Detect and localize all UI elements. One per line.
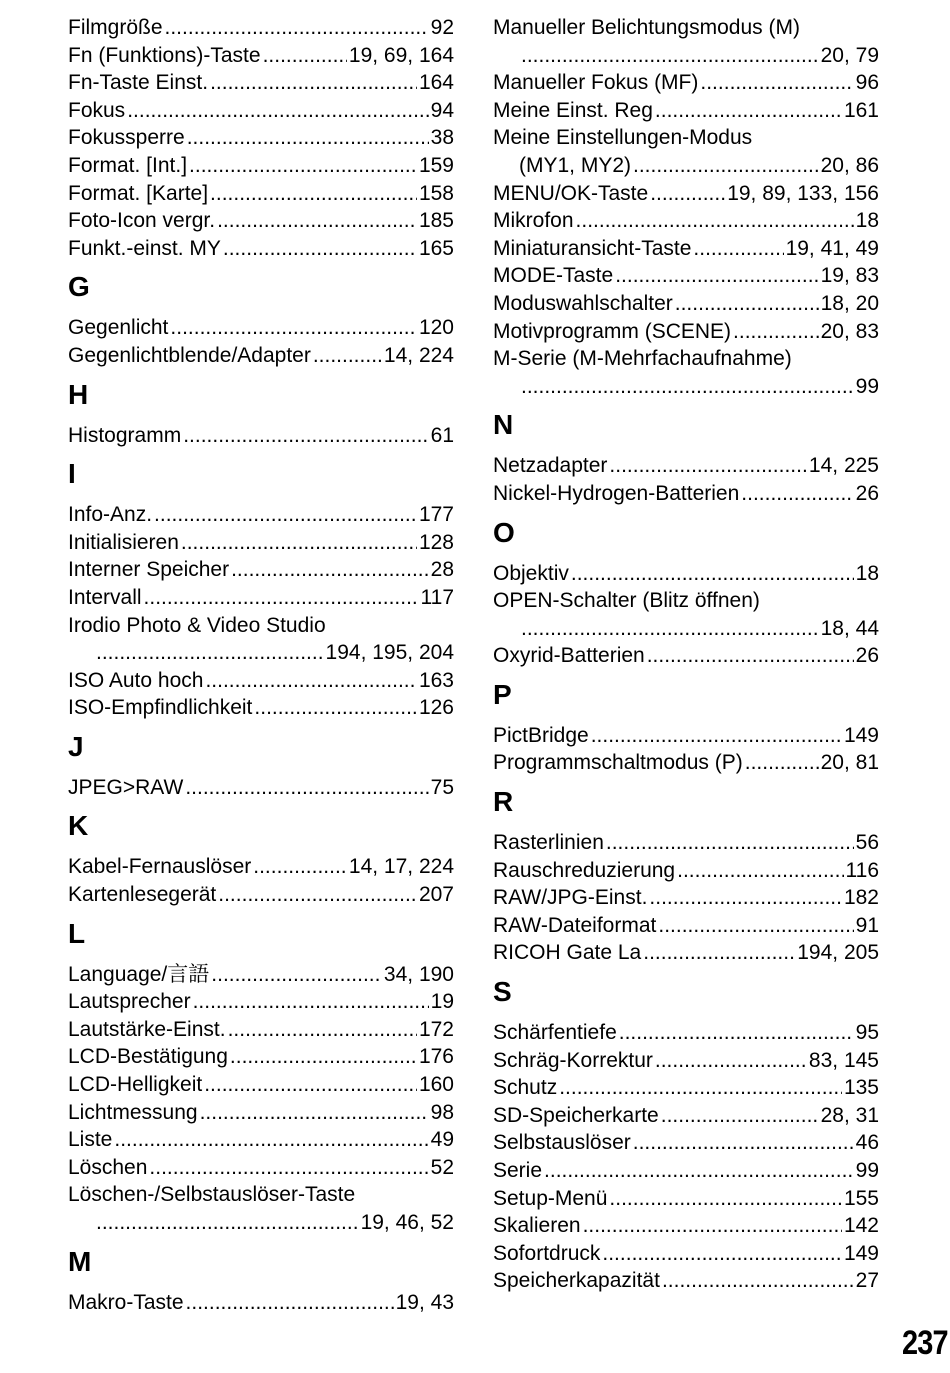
index-term: Irodio Photo & Video Studio — [68, 613, 326, 637]
index-entry — [493, 912, 879, 940]
index-entry — [68, 42, 454, 70]
index-entry — [493, 452, 879, 480]
index-term: Meine Einstellungen-Modus — [493, 126, 753, 150]
index-entry-continuation — [493, 373, 879, 401]
index-entry-continuation — [493, 42, 879, 70]
index-entry — [493, 1047, 879, 1075]
dot-leader — [700, 69, 853, 97]
index-entry — [493, 235, 879, 263]
dot-leader — [96, 639, 324, 667]
page-references: 28 — [430, 558, 454, 582]
dot-leader — [223, 235, 417, 263]
page-references: 46 — [855, 1131, 879, 1155]
dot-leader — [181, 529, 417, 557]
index-term: Liste — [68, 1128, 113, 1152]
page-references: 182 — [843, 886, 879, 910]
index-term: Kabel-Fernauslöser — [68, 855, 252, 879]
index-term: Format. [Karte] — [68, 181, 209, 205]
page-references: 94 — [430, 98, 454, 122]
page-references: 19, 83 — [820, 264, 879, 288]
index-entry — [68, 1289, 454, 1317]
dot-leader — [733, 318, 819, 346]
index-entry — [68, 612, 454, 640]
index-term: Fn-Taste Einst. — [68, 71, 209, 95]
index-term: Lautsprecher — [68, 990, 191, 1014]
dot-leader — [741, 480, 853, 508]
index-entry — [68, 1071, 454, 1099]
index-term: Filmgröße — [68, 16, 163, 39]
page-references: 18 — [855, 209, 879, 233]
index-entry — [68, 152, 454, 180]
index-term: Serie — [493, 1159, 543, 1182]
page-references: 142 — [843, 1214, 879, 1238]
index-term: PictBridge — [493, 723, 589, 747]
index-term: ISO-Empfindlichkeit — [68, 696, 253, 720]
dot-leader — [521, 373, 854, 401]
dot-leader — [253, 853, 347, 881]
index-term: Nickel-Hydrogen-Batterien — [493, 481, 740, 505]
page-references: 165 — [418, 236, 454, 260]
index-entry — [68, 774, 454, 802]
dot-leader — [230, 1043, 417, 1071]
index-entry-continuation — [493, 152, 879, 180]
dot-leader — [127, 97, 428, 125]
index-term: Rasterlinien — [493, 831, 604, 855]
index-term: Fn (Funktions)-Taste — [68, 43, 261, 67]
page-references: 126 — [418, 696, 454, 720]
index-entry — [493, 1074, 879, 1102]
section-letter-heading: P — [493, 678, 512, 710]
dot-leader — [228, 1016, 417, 1044]
dot-leader — [96, 1209, 359, 1237]
index-term: (MY1, MY2) — [519, 153, 632, 177]
index-term: LCD-Bestätigung — [68, 1045, 228, 1069]
index-entry — [68, 988, 454, 1016]
page-references: 149 — [843, 1241, 879, 1265]
dot-leader — [602, 1240, 842, 1268]
dot-leader — [187, 124, 429, 152]
index-term: Netzadapter — [493, 454, 608, 478]
page-references: 177 — [418, 503, 454, 527]
index-entry — [493, 262, 879, 290]
dot-leader — [647, 642, 854, 670]
index-term: Lautstärke-Einst. — [68, 1017, 226, 1041]
dot-leader — [650, 180, 725, 208]
dot-leader — [205, 667, 417, 695]
page-references: 14, 225 — [808, 454, 879, 478]
index-term: Löschen-/Selbstauslöser-Taste — [68, 1183, 356, 1207]
page-references: 207 — [418, 883, 454, 907]
dot-leader — [204, 1071, 417, 1099]
index-entry — [68, 235, 454, 263]
dot-leader — [745, 749, 819, 777]
page-references: 18 — [855, 561, 879, 585]
dot-leader — [185, 774, 428, 802]
page-references: 38 — [430, 126, 454, 150]
index-term: Histogramm — [68, 423, 182, 447]
dot-leader — [591, 722, 842, 750]
dot-leader — [254, 694, 417, 722]
page-references: 159 — [418, 153, 454, 177]
index-entry — [493, 1102, 879, 1130]
dot-leader — [606, 829, 854, 857]
index-entry — [493, 290, 879, 318]
index-entry — [68, 342, 454, 370]
index-entry — [493, 1240, 879, 1268]
page-references: 128 — [418, 530, 454, 554]
dot-leader — [658, 912, 853, 940]
index-entry — [493, 749, 879, 777]
index-term: Intervall — [68, 585, 142, 609]
index-entry — [68, 314, 454, 342]
index-entry — [493, 318, 879, 346]
index-term: Moduswahlschalter — [493, 291, 673, 315]
index-term: Manueller Fokus (MF) — [493, 71, 699, 95]
index-term: Lichtmessung — [68, 1100, 198, 1124]
index-entry — [68, 881, 454, 909]
dot-leader — [211, 961, 382, 989]
index-entry — [68, 422, 454, 450]
index-term: Skalieren — [493, 1214, 581, 1238]
index-entry — [493, 14, 879, 42]
dot-leader — [576, 207, 854, 235]
index-entry-continuation — [68, 1209, 454, 1237]
page-references: 19, 69, 164 — [348, 43, 454, 67]
page-references: 163 — [418, 668, 454, 692]
dot-leader — [218, 881, 417, 909]
index-term: M-Serie (M-Mehrfachaufnahme) — [493, 347, 792, 371]
index-entry — [68, 556, 454, 584]
page-number: 237 — [902, 1324, 948, 1362]
page-references: 28, 31 — [820, 1103, 879, 1127]
index-entry — [68, 124, 454, 152]
index-entry — [493, 480, 879, 508]
page-references: 164 — [418, 71, 454, 95]
page-references: 56 — [855, 831, 879, 855]
page-references: 19, 89, 133, 156 — [727, 181, 879, 205]
page-references: 34, 190 — [383, 962, 454, 986]
index-term: Schräg-Korrektur — [493, 1048, 653, 1072]
page-references: 27 — [855, 1269, 879, 1293]
index-term: Programmschaltmodus (P) — [493, 751, 743, 775]
index-term: Schärfentiefe — [493, 1021, 617, 1045]
index-entry — [493, 857, 879, 885]
section-letter-heading: G — [68, 271, 90, 303]
page-references: 19 — [430, 990, 454, 1014]
page-references: 19, 43 — [395, 1290, 454, 1314]
index-term: Info-Anz. — [68, 503, 153, 527]
index-term: Fokus — [68, 98, 126, 122]
index-term: Makro-Taste — [68, 1290, 184, 1314]
page-references: 160 — [418, 1073, 454, 1097]
index-entry — [68, 853, 454, 881]
index-entry — [493, 722, 879, 750]
index-entry — [68, 1154, 454, 1182]
index-entry — [493, 69, 879, 97]
index-entry — [493, 560, 879, 588]
index-term: JPEG>RAW — [68, 775, 184, 799]
index-term: Foto-Icon vergr. — [68, 209, 216, 233]
index-entry — [493, 1157, 879, 1185]
dot-leader — [313, 342, 382, 370]
index-term: LCD-Helligkeit — [68, 1073, 203, 1097]
index-entry — [68, 14, 454, 42]
page-references: 120 — [418, 316, 454, 340]
index-entry — [68, 97, 454, 125]
page-references: 26 — [855, 644, 879, 668]
index-entry — [68, 529, 454, 557]
page-references: 19, 41, 49 — [785, 236, 879, 260]
page-references: 18, 44 — [820, 616, 879, 640]
page-references: 14, 224 — [383, 343, 454, 367]
section-letter-heading: M — [68, 1245, 92, 1277]
index-column-right — [493, 14, 879, 1295]
dot-leader — [655, 97, 842, 125]
page-references: 18, 20 — [820, 291, 879, 315]
page-references: 26 — [855, 481, 879, 505]
index-term: Sofortdruck — [493, 1241, 601, 1265]
dot-leader — [114, 1126, 428, 1154]
section-letter-heading: I — [68, 458, 76, 490]
index-term: Interner Speicher — [68, 558, 230, 582]
page-references: 176 — [418, 1045, 454, 1069]
index-term: Setup-Menü — [493, 1186, 608, 1210]
index-entry — [68, 207, 454, 235]
dot-leader — [217, 207, 417, 235]
index-term: Format. [Int.] — [68, 153, 188, 177]
dot-leader — [165, 14, 429, 42]
index-entry — [68, 961, 454, 989]
dot-leader — [571, 560, 854, 588]
dot-leader — [619, 1019, 854, 1047]
page-references: 117 — [420, 585, 454, 609]
page-references: 135 — [843, 1076, 879, 1100]
page-references: 20, 86 — [820, 153, 879, 177]
index-term: Motivprogramm (SCENE) — [493, 319, 732, 343]
index-term: RAW/JPG-Einst. — [493, 886, 648, 910]
index-entry — [493, 97, 879, 125]
page-references: 99 — [855, 1159, 879, 1182]
page-references: 96 — [855, 71, 879, 95]
dot-leader — [521, 615, 819, 643]
index-entry-continuation — [68, 639, 454, 667]
index-entry — [493, 884, 879, 912]
index-entry — [68, 180, 454, 208]
section-letter-heading: N — [493, 409, 514, 441]
dot-leader — [521, 42, 819, 70]
index-entry — [493, 939, 879, 967]
index-term: Speicherkapazität — [493, 1269, 660, 1293]
index-term: SD-Speicherkarte — [493, 1103, 659, 1127]
index-term: Mikrofon — [493, 209, 574, 233]
dot-leader — [210, 180, 417, 208]
index-term: Manueller Belichtungsmodus (M) — [493, 16, 800, 39]
dot-leader — [154, 501, 417, 529]
index-term: MENU/OK-Taste — [493, 181, 649, 205]
index-term: ISO Auto hoch — [68, 668, 204, 692]
index-column-left — [68, 14, 454, 1316]
page-references: 194, 205 — [797, 941, 879, 965]
page-references: 185 — [418, 209, 454, 233]
index-term: Schutz — [493, 1076, 558, 1100]
dot-leader — [677, 857, 843, 885]
index-entry — [493, 124, 879, 152]
section-letter-heading: R — [493, 786, 514, 818]
dot-leader — [662, 1267, 854, 1295]
index-entry — [493, 642, 879, 670]
index-entry — [493, 1267, 879, 1295]
index-entry — [493, 207, 879, 235]
index-term: MODE-Taste — [493, 264, 614, 288]
index-entry — [68, 694, 454, 722]
dot-leader — [643, 939, 795, 967]
page-references: 92 — [430, 16, 454, 39]
index-term: Initialisieren — [68, 530, 179, 554]
page-references: 116 — [845, 858, 879, 882]
index-term: Rauschreduzierung — [493, 858, 676, 882]
section-letter-heading: K — [68, 810, 89, 842]
dot-leader — [183, 422, 428, 450]
page-references: 155 — [843, 1186, 879, 1210]
page-references: 98 — [430, 1100, 454, 1124]
index-entry — [493, 587, 879, 615]
page-references: 149 — [843, 723, 879, 747]
index-term: Objektiv — [493, 561, 569, 585]
index-term: Löschen — [68, 1155, 148, 1179]
index-entry — [68, 1043, 454, 1071]
index-entry — [68, 501, 454, 529]
dot-leader — [559, 1074, 842, 1102]
index-entry-continuation — [493, 615, 879, 643]
index-term: RAW-Dateiformat — [493, 913, 657, 937]
index-entry — [493, 180, 879, 208]
index-entry — [493, 1019, 879, 1047]
section-letter-heading: O — [493, 516, 515, 548]
dot-leader — [149, 1154, 428, 1182]
page-references: 75 — [430, 775, 454, 799]
dot-leader — [200, 1099, 429, 1127]
page-references: 172 — [418, 1017, 454, 1041]
page-references: 61 — [430, 423, 454, 447]
page-references: 91 — [855, 913, 879, 937]
dot-leader — [655, 1047, 807, 1075]
section-letter-heading: L — [68, 917, 86, 949]
index-entry — [68, 584, 454, 612]
page-references: 161 — [843, 98, 879, 122]
index-entry — [493, 1185, 879, 1213]
dot-leader — [633, 152, 819, 180]
index-entry — [493, 1212, 879, 1240]
dot-leader — [633, 1129, 854, 1157]
dot-leader — [170, 314, 417, 342]
page-references: 95 — [855, 1021, 879, 1045]
page-references: 52 — [430, 1155, 454, 1179]
index-term: Funkt.-einst. MY — [68, 236, 221, 260]
page-references: 20, 81 — [820, 751, 879, 775]
dot-leader — [609, 452, 807, 480]
dot-leader — [210, 69, 417, 97]
dot-leader — [544, 1157, 854, 1185]
dot-leader — [661, 1102, 819, 1130]
index-term: Gegenlichtblende/Adapter — [68, 343, 311, 367]
index-entry — [68, 1126, 454, 1154]
index-entry — [68, 1099, 454, 1127]
index-term: Kartenlesegerät — [68, 883, 217, 907]
dot-leader — [615, 262, 818, 290]
index-term: Oxyrid-Batterien — [493, 644, 645, 668]
dot-leader — [675, 290, 819, 318]
section-letter-heading: J — [68, 730, 84, 762]
page-references: 19, 46, 52 — [360, 1211, 454, 1234]
index-term: Fokussperre — [68, 126, 185, 150]
index-term: Gegenlicht — [68, 316, 169, 340]
index-entry — [68, 1016, 454, 1044]
index-entry — [68, 667, 454, 695]
section-letter-heading: H — [68, 378, 89, 410]
index-entry — [493, 829, 879, 857]
index-entry — [493, 345, 879, 373]
dot-leader — [263, 42, 347, 70]
dot-leader — [583, 1212, 842, 1240]
dot-leader — [144, 584, 419, 612]
dot-leader — [609, 1185, 842, 1213]
index-term: Language/言語 — [68, 962, 210, 986]
index-entry — [68, 1181, 454, 1209]
dot-leader — [649, 884, 842, 912]
dot-leader — [693, 235, 783, 263]
page-references: 20, 83 — [820, 319, 879, 343]
index-entry — [493, 1129, 879, 1157]
page-references: 49 — [430, 1128, 454, 1152]
dot-leader — [231, 556, 429, 584]
page-references: 20, 79 — [820, 43, 879, 67]
index-term: OPEN-Schalter (Blitz öffnen) — [493, 589, 760, 613]
page-references: 194, 195, 204 — [325, 641, 454, 665]
page-references: 83, 145 — [808, 1048, 879, 1072]
section-letter-heading: S — [493, 976, 512, 1008]
index-entry — [68, 69, 454, 97]
dot-leader — [193, 988, 429, 1016]
index-term: Meine Einst. Reg — [493, 98, 653, 122]
dot-leader — [189, 152, 417, 180]
page-references: 99 — [855, 374, 879, 398]
index-term: RICOH Gate La — [493, 941, 642, 965]
index-term: Selbstauslöser — [493, 1131, 631, 1155]
page-references: 158 — [418, 181, 454, 205]
page-references: 14, 17, 224 — [348, 855, 454, 879]
index-term: Miniaturansicht-Taste — [493, 236, 692, 260]
dot-leader — [186, 1289, 394, 1317]
